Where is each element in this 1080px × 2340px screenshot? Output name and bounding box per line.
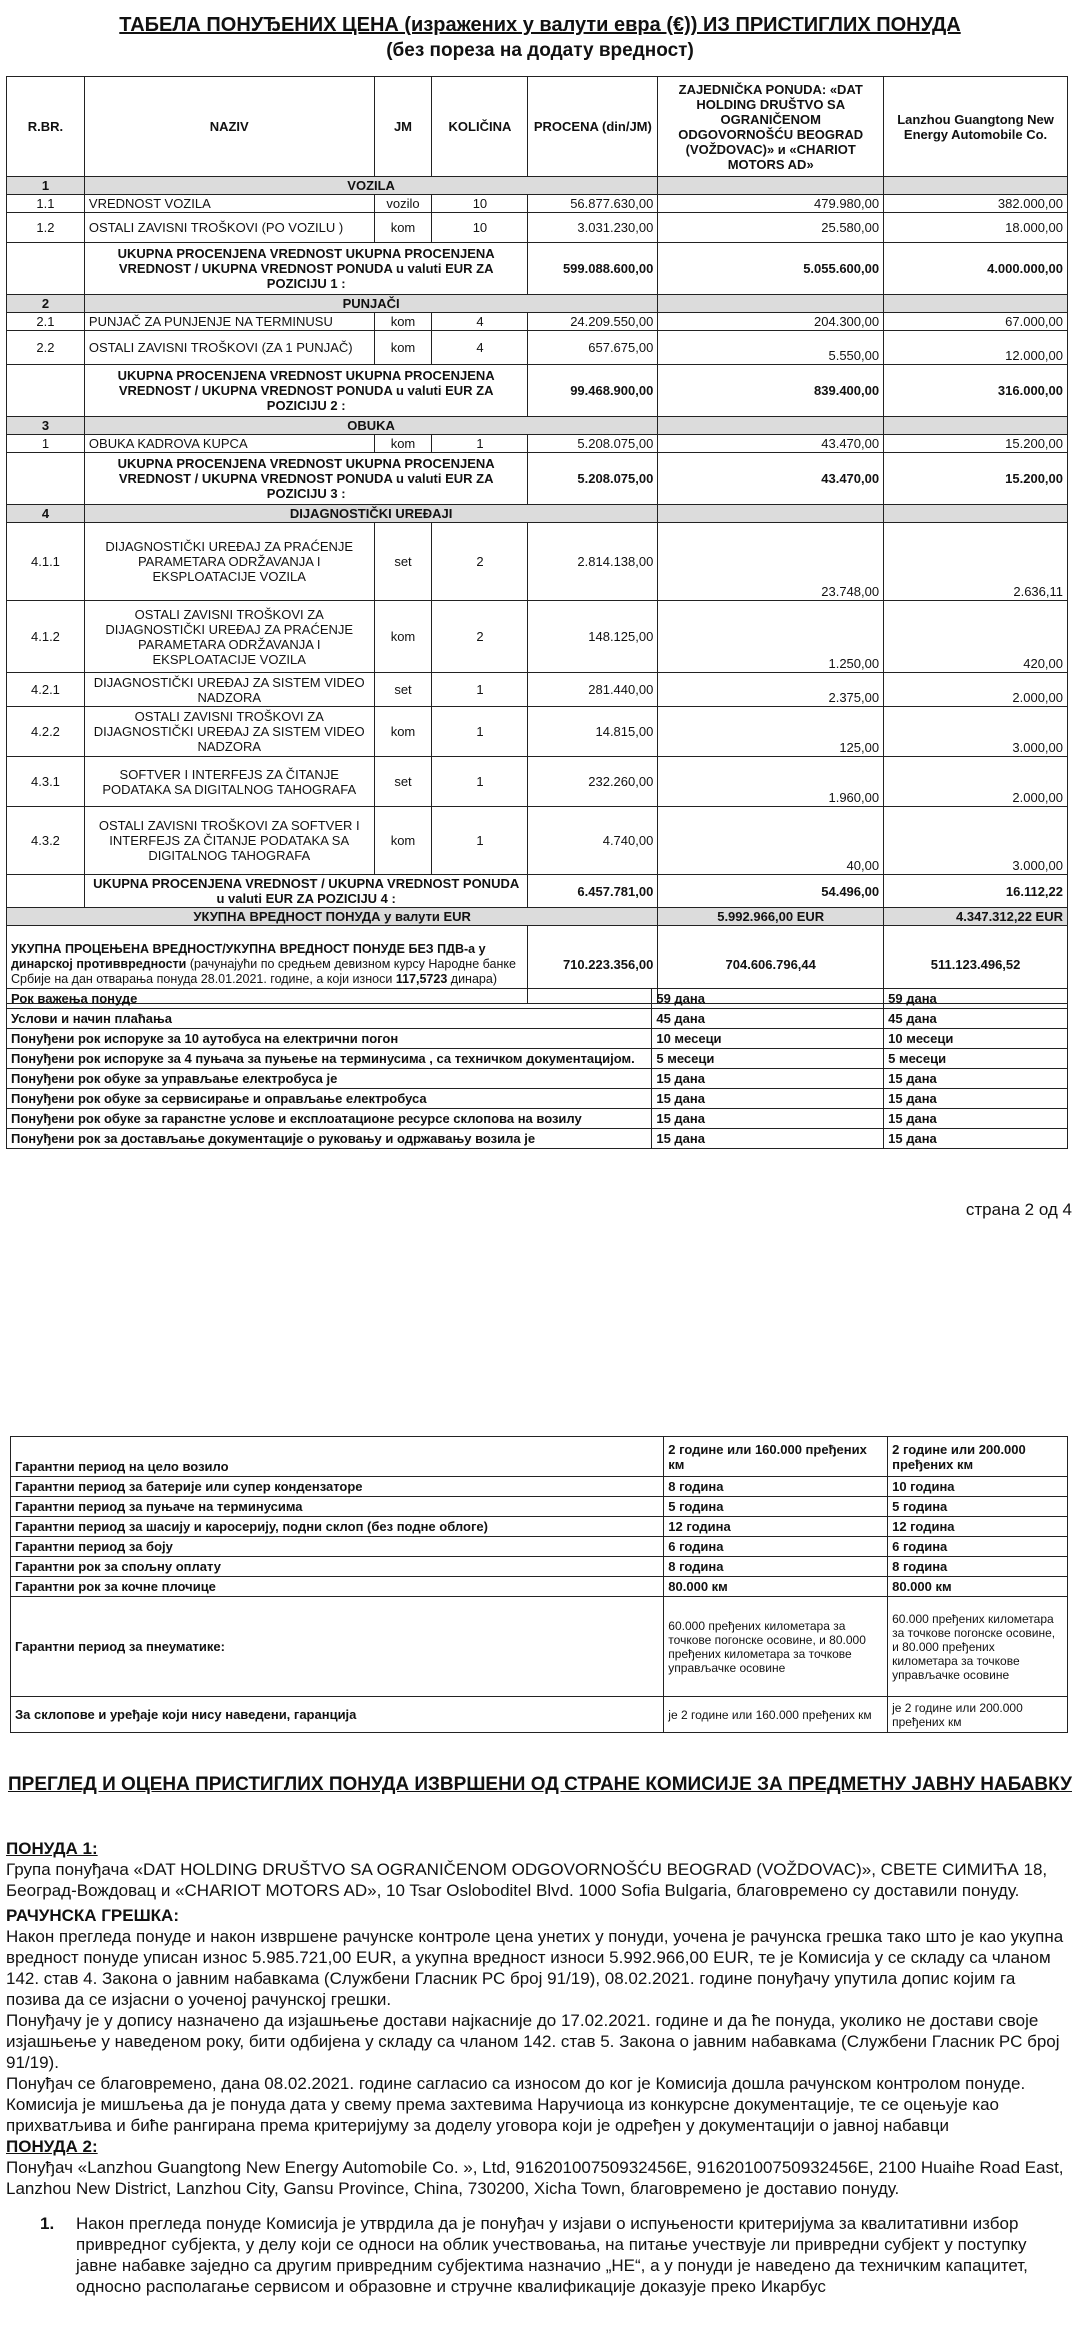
position-total-row (7, 243, 1068, 295)
row-bidder-1-price: 1.960,00 (658, 757, 884, 807)
section-spacer (658, 505, 884, 523)
terms-label: Понуђени рок обуке за гаранстне услове и експлоатационе ресурсе склопова на возилу (7, 1109, 652, 1129)
guarantee-row (11, 1597, 1068, 1697)
guarantee-bidder-2: 10 година (888, 1477, 1068, 1497)
terms-bidder-2: 59 дана (884, 989, 1068, 1009)
terms-bidder-2: 15 дана (884, 1109, 1068, 1129)
grand-total-bidder-1: 5.992.966,00 EUR (658, 908, 884, 926)
table-row (7, 313, 1068, 331)
terms-row (7, 989, 1068, 1009)
row-quantity: 1 (432, 435, 528, 453)
row-number: 4.2.1 (7, 673, 85, 707)
row-bidder-2-price: 2.636,11 (884, 523, 1068, 601)
guarantee-row (11, 1477, 1068, 1497)
row-estimate: 3.031.230,00 (528, 213, 658, 243)
guarantee-row (11, 1697, 1068, 1733)
row-unit: kom (374, 807, 432, 875)
row-bidder-2-price: 3.000,00 (884, 807, 1068, 875)
terms-bidder-1: 15 дана (652, 1069, 884, 1089)
row-name: DIJAGNOSTIČKI UREĐAJ ZA SISTEM VIDEO NADZORA (84, 673, 374, 707)
terms-bidder-1: 59 дана (652, 989, 884, 1009)
dinar-total-bidder-2: 511.123.496,52 (884, 926, 1068, 1004)
position-total-label: UKUPNA PROCENJENA VREDNOST UKUPNA PROCENJENA VREDNOST / UKUPNA VREDNOST PONUDA u valuti EUR ZA POZICIJU 2 : (84, 365, 527, 417)
guarantee-row (11, 1517, 1068, 1537)
section-spacer (884, 417, 1068, 435)
row-bidder-1-price: 125,00 (658, 707, 884, 757)
row-name: OSTALI ZAVISNI TROŠKOVI ZA DIJAGNOSTIČKI UREĐAJ ZA SISTEM VIDEO NADZORA (84, 707, 374, 757)
row-name: OSTALI ZAVISNI TROŠKOVI (PO VOZILU ) (84, 213, 374, 243)
guarantee-label: Гарантни рок за спољну оплату (11, 1557, 664, 1577)
table-subtitle: (без пореза на додату вредност) (386, 40, 694, 61)
guarantee-label: Гарантни период на цело возило (11, 1437, 664, 1477)
header-bidder-2: Lanzhou Guangtong New Energy Automobile Co. (884, 77, 1068, 177)
terms-row (7, 1129, 1068, 1149)
guarantee-bidder-1: 8 година (664, 1557, 888, 1577)
row-bidder-1-price: 40,00 (658, 807, 884, 875)
review-body (6, 1838, 1072, 2297)
table-row (7, 707, 1068, 757)
terms-bidder-2: 15 дана (884, 1089, 1068, 1109)
guarantee-label: За склопове и уређаје који нису наведени, гаранција (11, 1697, 664, 1733)
offer-1-intro: Група понуђача «DAT HOLDING DRUŠTVO SA OGRANIČENOM ODGOVORNOŠĆU BEOGRAD (VOŽDOVAC)», СВЕТЕ СИМИЋА 18, Београд-Вождовац и «CHARIOT MOTORS AD», 10 Tsar Osloboditel Blvd. 1000 Sofia Bulgaria, благовремено су доставили понуду. (6, 1860, 1048, 1900)
error-paragraph-3: Понуђач се благовремено, дана 08.02.2021. године сагласио са износом до ког је Комисија дошла рачунском контролом понуде. (6, 2074, 1026, 2093)
table-row (7, 601, 1068, 673)
position-total-row (7, 875, 1068, 908)
row-bidder-1-price: 204.300,00 (658, 313, 884, 331)
row-unit: kom (374, 435, 432, 453)
row-number: 1.1 (7, 195, 85, 213)
total-blank (7, 875, 85, 908)
row-quantity: 1 (432, 673, 528, 707)
list-item-number: 1. (40, 2214, 55, 2233)
row-number: 4.3.2 (7, 807, 85, 875)
guarantee-row (11, 1437, 1068, 1477)
section-number: 4 (7, 505, 85, 523)
row-name: SOFTVER I INTERFEJS ZA ČITANJE PODATAKA SA DIGITALNOG TAHOGRAFA (84, 757, 374, 807)
position-total-bidder-1: 5.055.600,00 (658, 243, 884, 295)
row-unit: kom (374, 707, 432, 757)
table-row (7, 673, 1068, 707)
section-number: 3 (7, 417, 85, 435)
guarantee-row (11, 1497, 1068, 1517)
terms-bidder-1: 45 дана (652, 1009, 884, 1029)
row-number: 4.1.1 (7, 523, 85, 601)
row-number: 2.2 (7, 331, 85, 365)
section-label: OBUKA (84, 417, 657, 435)
row-number: 1 (7, 435, 85, 453)
header-kolicina: KOLIČINA (432, 77, 528, 177)
table-row (7, 757, 1068, 807)
guarantee-label: Гарантни период за батерије или супер кондензаторе (11, 1477, 664, 1497)
terms-label: Понуђени рок обуке за сервисирање и оправљање електробуса (7, 1089, 652, 1109)
row-unit: set (374, 673, 432, 707)
grand-total-label: УКУПНА ВРЕДНОСТ ПОНУДА у валути EUR (7, 908, 658, 926)
position-total-row (7, 365, 1068, 417)
row-quantity: 10 (432, 213, 528, 243)
guarantee-bidder-2: 5 година (888, 1497, 1068, 1517)
offer-1-heading: ПОНУДА 1: (6, 1839, 98, 1858)
terms-row (7, 1089, 1068, 1109)
row-bidder-2-price: 420,00 (884, 601, 1068, 673)
position-total-label: UKUPNA PROCENJENA VREDNOST UKUPNA PROCENJENA VREDNOST / UKUPNA VREDNOST PONUDA u valuti EUR ZA POZICIJU 1 : (84, 243, 527, 295)
position-total-bidder-1: 839.400,00 (658, 365, 884, 417)
section-spacer (658, 417, 884, 435)
row-estimate: 657.675,00 (528, 331, 658, 365)
table-title: ТАБЕЛА ПОНУЂЕНИХ ЦЕНА (изражених у валути евра (€)) ИЗ ПРИСТИГЛИХ ПОНУДА (119, 14, 961, 36)
terms-bidder-1: 15 дана (652, 1109, 884, 1129)
section-spacer (884, 177, 1068, 195)
total-blank (7, 365, 85, 417)
guarantee-table (10, 1436, 1068, 1733)
guarantee-bidder-1: 8 година (664, 1477, 888, 1497)
guarantee-bidder-2: 6 година (888, 1537, 1068, 1557)
guarantee-label: Гарантни период за боју (11, 1537, 664, 1557)
table-row (7, 213, 1068, 243)
table-row (7, 807, 1068, 875)
terms-bidder-2: 15 дана (884, 1069, 1068, 1089)
terms-row (7, 1069, 1068, 1089)
row-name: OSTALI ZAVISNI TROŠKOVI ZA DIJAGNOSTIČKI UREĐAJ ZA PRAĆENJE PARAMETARA ODRŽAVANJA I EKSPLOATACIJE VOZILA (84, 601, 374, 673)
guarantee-row (11, 1577, 1068, 1597)
row-number: 2.1 (7, 313, 85, 331)
guarantee-row (11, 1537, 1068, 1557)
guarantee-bidder-1: 80.000 км (664, 1577, 888, 1597)
row-bidder-1-price: 1.250,00 (658, 601, 884, 673)
guarantee-bidder-1: 2 године или 160.000 пређених км (664, 1437, 888, 1477)
terms-bidder-1: 10 месеци (652, 1029, 884, 1049)
row-unit: set (374, 757, 432, 807)
dinar-total-label: УКУПНА ПРОЦЕЊЕНА ВРЕДНОСТ/УКУПНА ВРЕДНОСТ ПОНУДЕ БЕЗ ПДВ-а у динарској противвредности (рачунајући по средњем девизном курсу Народне банке Србије на дан отварања понуда 28.01.2021. године, а који износи 117,5723 динара) (7, 926, 528, 1004)
review-heading: ПРЕГЛЕД И ОЦЕНА ПРИСТИГЛИХ ПОНУДА ИЗВРШЕНИ ОД СТРАНЕ КОМИСИЈЕ ЗА ПРЕДМЕТНУ ЈАВНУ НАБАВКУ (7, 1774, 1072, 1795)
section-row (7, 417, 1068, 435)
section-row (7, 505, 1068, 523)
terms-row (7, 1009, 1068, 1029)
position-total-estimate: 99.468.900,00 (528, 365, 658, 417)
row-bidder-1-price: 25.580,00 (658, 213, 884, 243)
header-jm: JM (374, 77, 432, 177)
position-total-estimate: 6.457.781,00 (528, 875, 658, 908)
total-blank (7, 453, 85, 505)
total-blank (7, 243, 85, 295)
offer-2-heading: ПОНУДА 2: (6, 2137, 98, 2156)
row-estimate: 4.740,00 (528, 807, 658, 875)
header-procena: PROCENA (din/JM) (528, 77, 658, 177)
section-spacer (884, 505, 1068, 523)
dinar-total-procena: 710.223.356,00 (528, 926, 658, 1004)
row-name: VREDNOST VOZILA (84, 195, 374, 213)
row-bidder-1-price: 479.980,00 (658, 195, 884, 213)
row-name: PUNJAČ ZA PUNJENJE NA TERMINUSU (84, 313, 374, 331)
row-unit: vozilo (374, 195, 432, 213)
row-quantity: 4 (432, 331, 528, 365)
row-estimate: 281.440,00 (528, 673, 658, 707)
terms-label: Понуђени рок испоруке за 10 аутобуса на електрични погон (7, 1029, 652, 1049)
error-paragraph-2: Понуђачу је у допису назначено да изјашњење достави најкасније до 17.02.2021. године и да ће понуда, уколико не достави своје изјашњење у наведеном року, бити одбијена у складу са чланом 142. став 5. Закона о јавним набавкама (Службени Гласник РС број 91/19). (6, 2011, 1060, 2072)
terms-bidder-1: 15 дана (652, 1089, 884, 1109)
position-total-bidder-1: 43.470,00 (658, 453, 884, 505)
row-estimate: 14.815,00 (528, 707, 658, 757)
header-bidder-1: ZAJEDNIČKA PONUDA: «DAT HOLDING DRUŠTVO SA OGRANIČENOM ODGOVORNOŠĆU BEOGRAD (VOŽDOVAC)» и «CHARIOT MOTORS AD» (658, 77, 884, 177)
guarantee-bidder-1: 12 година (664, 1517, 888, 1537)
dinar-total-bidder-1: 704.606.796,44 (658, 926, 884, 1004)
row-bidder-2-price: 12.000,00 (884, 331, 1068, 365)
row-bidder-2-price: 382.000,00 (884, 195, 1068, 213)
offer-2-intro: Понуђач «Lanzhou Guangtong New Energy Automobile Co. », Ltd, 91620100750932456E, 91620100750932456E, 2100 Huaihe Road East, Lanzhou New District, Lanzhou City, Gansu Province, China, 730200, Xicha Town, благовремено је доставио понуду. (6, 2158, 1064, 2198)
row-quantity: 1 (432, 757, 528, 807)
row-quantity: 1 (432, 807, 528, 875)
terms-label: Понуђени рок испоруке за 4 пуњача за пуњење на терминусима , са техничком документацијом. (7, 1049, 652, 1069)
guarantee-label: Гарантни период за шасију и каросерију, подни склоп (без подне облоге) (11, 1517, 664, 1537)
row-estimate: 5.208.075,00 (528, 435, 658, 453)
error-paragraph-4: Комисија је мишљења да је понуда дата у свему према захтевима Наручиоца из конкурсне документације, те се оцењује као прихватљива и биће рангирана према критеријуму за доделу уговора који је одређен у документацији о јавној набавци (6, 2095, 999, 2135)
section-number: 1 (7, 177, 85, 195)
position-total-bidder-2: 15.200,00 (884, 453, 1068, 505)
position-total-bidder-2: 316.000,00 (884, 365, 1068, 417)
terms-row (7, 1109, 1068, 1129)
error-heading: РАЧУНСКА ГРЕШКА: (6, 1906, 179, 1925)
row-estimate: 56.877.630,00 (528, 195, 658, 213)
row-bidder-1-price: 43.470,00 (658, 435, 884, 453)
row-bidder-2-price: 2.000,00 (884, 673, 1068, 707)
guarantee-bidder-2: 2 године или 200.000 пређених км (888, 1437, 1068, 1477)
position-total-bidder-1: 54.496,00 (658, 875, 884, 908)
terms-row (7, 1029, 1068, 1049)
guarantee-row (11, 1557, 1068, 1577)
terms-label: Рок важења понуде (7, 989, 652, 1009)
header-naziv: NAZIV (84, 77, 374, 177)
table-row (7, 523, 1068, 601)
section-label: PUNJAČI (84, 295, 657, 313)
row-estimate: 232.260,00 (528, 757, 658, 807)
guarantee-bidder-2: 8 година (888, 1557, 1068, 1577)
guarantee-label: Гарантни период за пнеуматике: (11, 1597, 664, 1697)
section-spacer (884, 295, 1068, 313)
terms-table (6, 988, 1068, 1149)
row-bidder-2-price: 3.000,00 (884, 707, 1068, 757)
row-unit: set (374, 523, 432, 601)
terms-bidder-1: 5 месеци (652, 1049, 884, 1069)
grand-total-bidder-2: 4.347.312,22 EUR (884, 908, 1068, 926)
guarantee-bidder-2: је 2 године или 200.000 пређених км (888, 1697, 1068, 1733)
row-unit: kom (374, 601, 432, 673)
row-quantity: 2 (432, 523, 528, 601)
row-number: 1.2 (7, 213, 85, 243)
terms-row (7, 1049, 1068, 1069)
table-row (7, 331, 1068, 365)
row-bidder-1-price: 2.375,00 (658, 673, 884, 707)
row-unit: kom (374, 213, 432, 243)
section-label: DIJAGNOSTIČKI UREĐAJI (84, 505, 657, 523)
row-quantity: 4 (432, 313, 528, 331)
row-bidder-1-price: 23.748,00 (658, 523, 884, 601)
guarantee-label: Гарантни период за пуњаче на терминусима (11, 1497, 664, 1517)
guarantee-bidder-2: 60.000 пређених километара за точкове погонске осовине, и 80.000 пређених километара за точкове управљачке осовине (888, 1597, 1068, 1697)
terms-bidder-2: 5 месеци (884, 1049, 1068, 1069)
row-quantity: 10 (432, 195, 528, 213)
header-rbr: R.BR. (7, 77, 85, 177)
section-spacer (658, 295, 884, 313)
row-number: 4.1.2 (7, 601, 85, 673)
list-item-text: Након прегледа понуде Комисија је утврдила да је понуђач у изјави о испуњености критеријума за квалитативни избор привредног субјекта, у делу који се односи на облик учествовања, на питање учествује ли привредни субјект у поступку јавне набавке заједно са другим привредним субјектима назначио „НЕ“, а у понуди је наведено да техничким капацитет, односно располагање сервисом и образовне и стручне квалификације доказује преко Икарбус (76, 2214, 1028, 2296)
row-name: OSTALI ZAVISNI TROŠKOVI (ZA 1 PUNJAČ) (84, 331, 374, 365)
row-bidder-2-price: 18.000,00 (884, 213, 1068, 243)
row-quantity: 2 (432, 601, 528, 673)
row-name: OBUKA KADROVA KUPCA (84, 435, 374, 453)
section-spacer (658, 177, 884, 195)
section-number: 2 (7, 295, 85, 313)
page-gap (0, 1330, 1080, 1390)
guarantee-bidder-1: је 2 године или 160.000 пређених км (664, 1697, 888, 1733)
guarantee-label: Гарантни рок за кочне плочице (11, 1577, 664, 1597)
position-total-bidder-2: 16.112,22 (884, 875, 1068, 908)
terms-label: Понуђени рок за достављање документације о руковању и одржавању возила је (7, 1129, 652, 1149)
row-number: 4.2.2 (7, 707, 85, 757)
guarantee-bidder-2: 12 година (888, 1517, 1068, 1537)
row-name: DIJAGNOSTIČKI UREĐAJ ZA PRAĆENJE PARAMETARA ODRŽAVANJA I EKSPLOATACIJE VOZILA (84, 523, 374, 601)
terms-label: Понуђени рок обуке за управљање електробуса је (7, 1069, 652, 1089)
row-estimate: 24.209.550,00 (528, 313, 658, 331)
position-total-estimate: 599.088.600,00 (528, 243, 658, 295)
row-bidder-1-price: 5.550,00 (658, 331, 884, 365)
section-row (7, 295, 1068, 313)
section-label: VOZILA (84, 177, 657, 195)
guarantee-bidder-1: 60.000 пређених километара за точкове погонске осовине, и 80.000 пређених километара за точкове управљачке осовине (664, 1597, 888, 1697)
guarantee-bidder-2: 80.000 км (888, 1577, 1068, 1597)
row-quantity: 1 (432, 707, 528, 757)
terms-bidder-2: 10 месеци (884, 1029, 1068, 1049)
error-paragraph-1: Након прегледа понуде и након извршене рачунске контроле цена унетих у понуди, уочена је рачунска грешка тако што је као укупна вредност понуде уписан износ 5.985.721,00 EUR, а укупна вредност износи 5.992.966,00 EUR, те је Комисија у се складу са чланом 142. став 4. Закона о јавним набавкама (Службени Гласник РС број 91/19), 08.02.2021. године понуђачу упутила допис којим га позива да се изјасни о уоченој рачунској грешки. (6, 1927, 1064, 2009)
document-page-2 (0, 1390, 1080, 2340)
row-estimate: 2.814.138,00 (528, 523, 658, 601)
terms-bidder-2: 45 дана (884, 1009, 1068, 1029)
row-unit: kom (374, 331, 432, 365)
row-bidder-2-price: 2.000,00 (884, 757, 1068, 807)
position-total-label: UKUPNA PROCENJENA VREDNOST UKUPNA PROCENJENA VREDNOST / UKUPNA VREDNOST PONUDA u valuti EUR ZA POZICIJU 3 : (84, 453, 527, 505)
terms-bidder-2: 15 дана (884, 1129, 1068, 1149)
row-bidder-2-price: 67.000,00 (884, 313, 1068, 331)
page-number: страна 2 од 4 (965, 1200, 1072, 1219)
table-row (7, 195, 1068, 213)
row-bidder-2-price: 15.200,00 (884, 435, 1068, 453)
position-total-row (7, 453, 1068, 505)
list-item (6, 2213, 1072, 2297)
guarantee-bidder-1: 6 година (664, 1537, 888, 1557)
position-total-label: UKUPNA PROCENJENA VREDNOST / UKUPNA VREDNOST PONUDA u valuti EUR ZA POZICIJU 4 : (84, 875, 527, 908)
position-total-estimate: 5.208.075,00 (528, 453, 658, 505)
terms-label: Услови и начин плаћања (7, 1009, 652, 1029)
row-number: 4.3.1 (7, 757, 85, 807)
position-total-bidder-2: 4.000.000,00 (884, 243, 1068, 295)
row-unit: kom (374, 313, 432, 331)
price-table (6, 76, 1068, 1004)
section-row (7, 177, 1068, 195)
terms-bidder-1: 15 дана (652, 1129, 884, 1149)
table-row (7, 435, 1068, 453)
row-estimate: 148.125,00 (528, 601, 658, 673)
guarantee-bidder-1: 5 година (664, 1497, 888, 1517)
row-name: OSTALI ZAVISNI TROŠKOVI ZA SOFTVER I INTERFEJS ZA ČITANJE PODATAKA SA DIGITALNOG TAHOGRAFA (84, 807, 374, 875)
